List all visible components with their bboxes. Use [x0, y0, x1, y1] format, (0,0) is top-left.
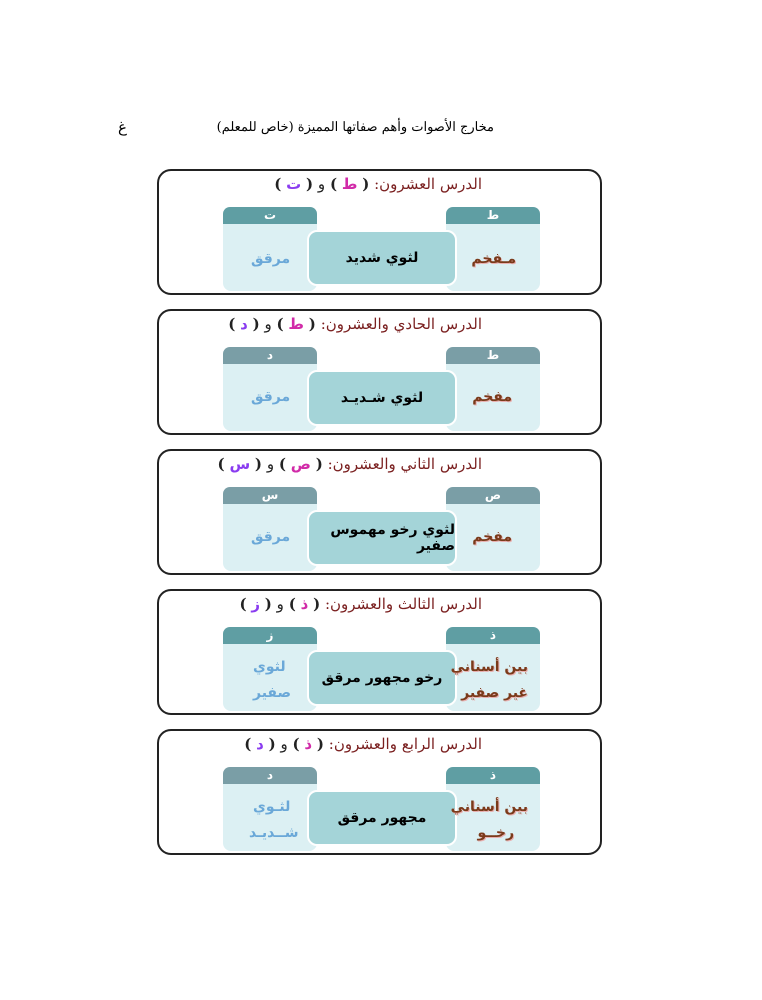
- left-letter-tab: د: [223, 347, 317, 364]
- lesson-title: الدرس الحادي والعشرون: ( ط ) و ( د ): [228, 315, 482, 333]
- lesson-conjunction: و: [317, 175, 326, 193]
- right-attribute: مفخم: [472, 389, 512, 405]
- right-attribute-2: رخــو: [477, 825, 514, 841]
- lesson-title-prefix: الدرس الحادي والعشرون:: [320, 315, 482, 333]
- lesson-title-prefix: الدرس العشرون:: [374, 175, 482, 193]
- page-title: مخارج الأصوات وأهم صفاتها المميزة (خاص للمعلم): [216, 120, 494, 135]
- lesson-letter-1: ص: [290, 455, 311, 473]
- lesson-title: الدرس العشرون: ( ط ) و ( ت ): [274, 175, 482, 193]
- shared-features: لثوي شديد: [307, 230, 457, 286]
- shared-features: لثوي رخو مهموس صفير: [307, 510, 457, 566]
- left-attribute: مرقق: [251, 529, 291, 545]
- lesson-card: [157, 449, 602, 575]
- left-attribute: مرقق: [251, 251, 291, 267]
- left-attribute-2: صفير: [253, 685, 292, 701]
- right-attribute: مـفخم: [471, 251, 516, 267]
- lesson-conjunction: و: [280, 735, 288, 753]
- left-attribute: لثوي: [253, 659, 286, 675]
- left-letter-tab: س: [223, 487, 317, 504]
- lesson-letter-2: ت: [286, 175, 302, 193]
- right-attribute: بين أسناني: [450, 659, 528, 675]
- left-attribute: مرقق: [251, 389, 291, 405]
- right-letter-tab: ص: [446, 487, 540, 504]
- lesson-title: الدرس الثاني والعشرون: ( ص ) و ( س ): [217, 455, 482, 473]
- right-attribute: بين أسناني: [450, 799, 528, 815]
- left-letter-tab: ز: [223, 627, 317, 644]
- right-attribute: مفخم: [472, 529, 512, 545]
- lesson-letter-2: د: [256, 735, 264, 753]
- lesson-title: الدرس الثالث والعشرون: ( ذ ) و ( ز ): [239, 595, 482, 613]
- left-attribute-2: شــديـد: [249, 825, 299, 841]
- lesson-title-prefix: الدرس الثاني والعشرون:: [327, 455, 482, 473]
- lesson-card: [157, 729, 602, 855]
- right-letter-tab: ط: [446, 347, 540, 364]
- right-letter-tab: ط: [446, 207, 540, 224]
- lesson-letter-1: ط: [288, 315, 305, 333]
- right-letter-tab: ذ: [446, 767, 540, 784]
- right-attribute-2: غير صفير: [461, 685, 528, 701]
- lesson-title-prefix: الدرس الرابع والعشرون:: [328, 735, 482, 753]
- left-letter-tab: د: [223, 767, 317, 784]
- lesson-title-prefix: الدرس الثالث والعشرون:: [324, 595, 482, 613]
- lesson-letter-1: ط: [341, 175, 358, 193]
- lesson-letter-2: د: [240, 315, 248, 333]
- lesson-card: [157, 169, 602, 295]
- shared-features: رخو مجهور مرقق: [307, 650, 457, 706]
- lesson-title: الدرس الرابع والعشرون: ( ذ ) و ( د ): [244, 735, 482, 753]
- shared-features: لثوي شـديـد: [307, 370, 457, 426]
- lesson-letter-2: س: [229, 455, 251, 473]
- lesson-card: [157, 309, 602, 435]
- left-attribute: لثـوي: [253, 799, 291, 815]
- lesson-card: [157, 589, 602, 715]
- page-number: غ: [118, 118, 127, 136]
- left-letter-tab: ت: [223, 207, 317, 224]
- lesson-conjunction: و: [266, 455, 275, 473]
- shared-features: مجهور مرقق: [307, 790, 457, 846]
- lesson-letter-1: ذ: [300, 595, 309, 613]
- lesson-letter-1: ذ: [304, 735, 313, 753]
- lesson-conjunction: و: [264, 315, 272, 333]
- lesson-conjunction: و: [276, 595, 284, 613]
- right-letter-tab: ذ: [446, 627, 540, 644]
- lesson-letter-2: ز: [251, 595, 260, 613]
